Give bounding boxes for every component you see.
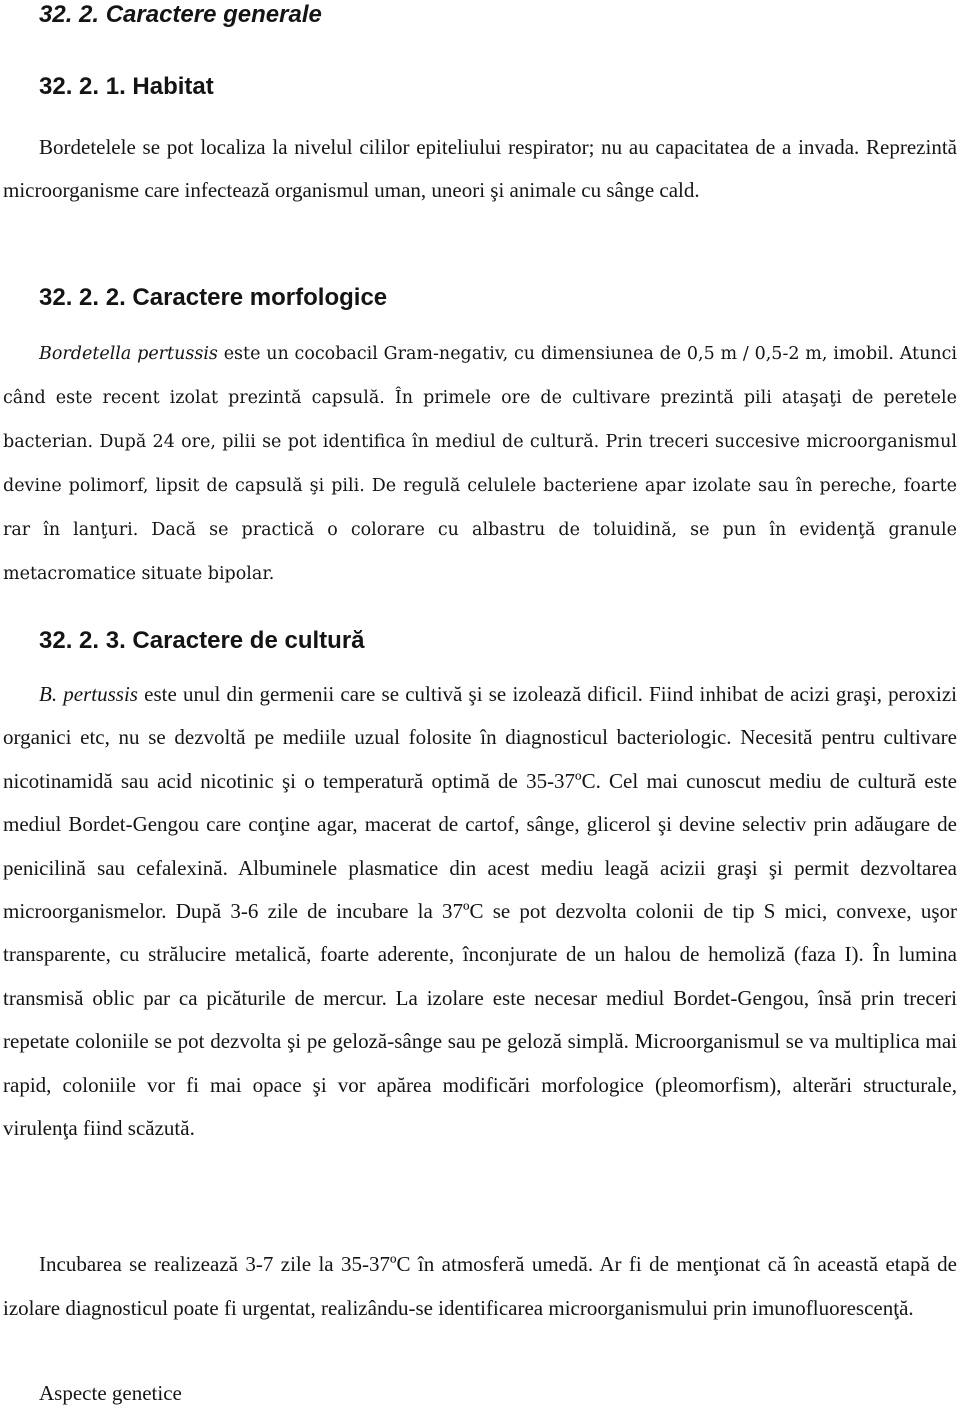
subsection-heading-morphology: 32. 2. 2. Caractere morfologice bbox=[39, 284, 388, 311]
subsection-heading-culture: 32. 2. 3. Caractere de cultură bbox=[39, 627, 365, 654]
species-name: Bordetella pertussis bbox=[39, 344, 218, 364]
section-heading-general: 32. 2. Caractere generale bbox=[39, 1, 322, 28]
species-name: B. pertussis bbox=[39, 682, 138, 706]
paragraph-incubation: Incubarea se realizează 3-7 zile la 35-37ºC în atmosferă umedă. Ar fi de menţionat că în această etapă de izolare diagnosticul poate fi urgentat, realizându-se identificarea microorganismului prin imunofluorescenţă. bbox=[3, 1252, 957, 1320]
morphology-text: este un cocobacil Gram-negativ, cu dimensiunea de 0,5 m / 0,5-2 m, imobil. Atunci când este recent izolat prezintă capsulă. În primele ore de cultivare prezintă pili ataşaţi de peretele bacterian. După 24 ore, pilii se pot identifica în mediul de cultură. Prin treceri succesive microorganismul devine polimorf, lipsit de capsulă şi pili. De regulă celulele bacteriene apar izolate sau în pereche, foarte rar în lanţuri. Dacă se practică o colorare cu albastru de toluidină, se pun în evidenţă granule metacromatice situate bipolar. bbox=[3, 344, 958, 584]
paragraph-habitat: Bordetelele se pot localiza la nivelul cililor epiteliului respirator; nu au capacitatea de a invada. Reprezintă microorganisme care infectează organismul uman, uneori şi animale cu sânge cald. bbox=[3, 135, 957, 202]
paragraph-culture bbox=[3, 673, 957, 1150]
subsection-heading-habitat: 32. 2. 1. Habitat bbox=[39, 73, 214, 100]
paragraph-morphology bbox=[3, 332, 957, 596]
culture-text: este unul din germenii care se cultivă şi se izolează dificil. Fiind inhibat de acizi graşi, peroxizi organici etc, nu se dezvoltă pe mediile uzual folosite în diagnosticul bacteriologic. Necesită pentru cultivare nicotinamidă sau acid nicotinic şi o temperatură optimă de 35-37ºC. Cel mai cunoscut mediu de cultură este mediul Bordet-Gengou care conţine agar, macerat de cartof, sânge, glicerol şi devine selectiv prin adăugare de penicilină sau cefalexină. Albuminele plasmatice din acest mediu leagă acizii graşi şi permit dezvoltarea microorganismelor. După 3-6 zile de incubare la 37ºC se pot dezvolta colonii de tip S mici, convexe, uşor transparente, cu strălucire metalică, foarte aderente, înconjurate de un halou de hemoliză (faza I). În lumina transmisă oblic par ca picăturile de mercur. La izolare este necesar mediul Bordet-Gengou, însă prin treceri repetate coloniile se pot dezvolta şi pe geloză-sânge sau pe geloză simplă. Microorganismul se va multiplica mai rapid, coloniile vor fi mai opace şi vor apărea modificări morfologice (pleomorfism), alterări structurale, virulenţa fiind scăzută. bbox=[3, 682, 957, 1141]
footer-heading-genetics: Aspecte genetice bbox=[39, 1381, 182, 1405]
